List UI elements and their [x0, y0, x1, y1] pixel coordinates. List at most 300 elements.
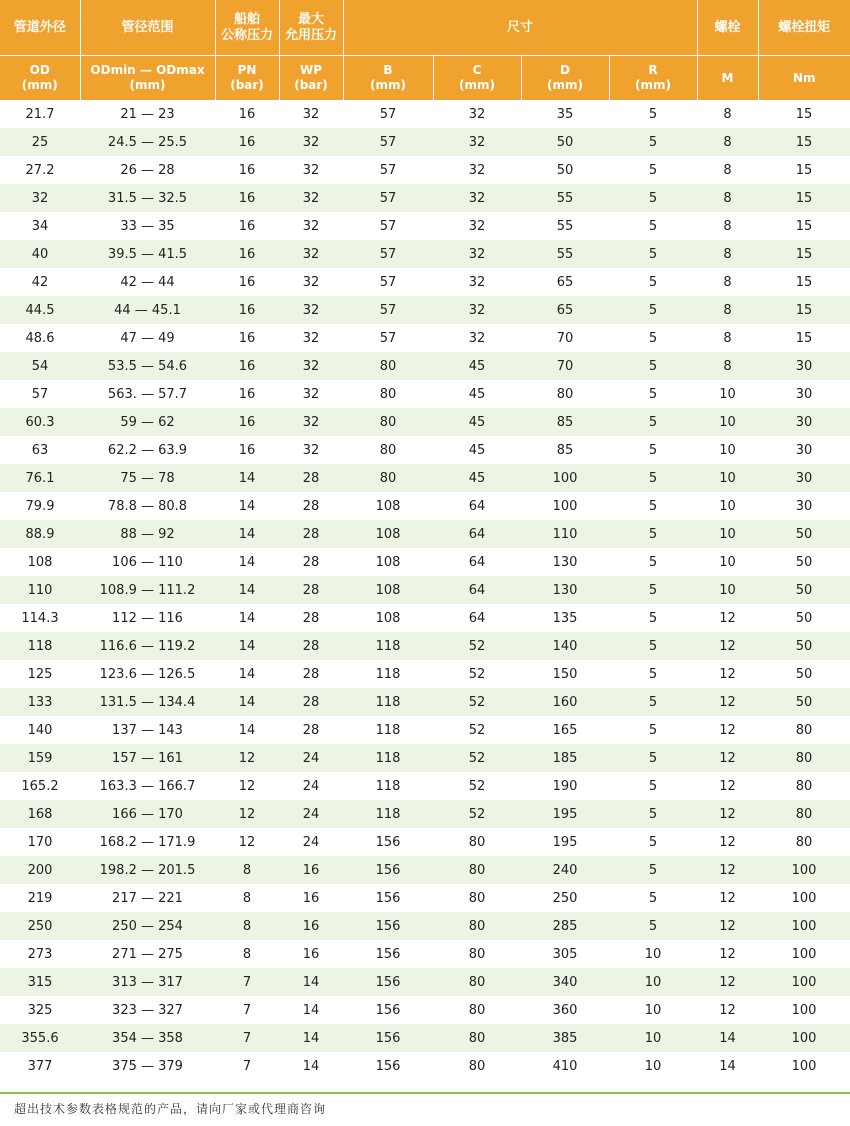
table-cell: 118 [343, 800, 433, 828]
table-cell: 16 [215, 100, 279, 128]
table-row [0, 772, 850, 800]
header-unit-cell [697, 56, 758, 101]
table-cell: 10 [609, 968, 697, 996]
table-cell: 8 [215, 884, 279, 912]
header-torque: 螺栓扭矩 [758, 0, 850, 56]
table-row [0, 492, 850, 520]
table-cell: 50 [758, 604, 850, 632]
table-cell: 5 [609, 268, 697, 296]
header-pn-line2: 公称压力 [220, 27, 273, 43]
table-cell: 32 [279, 240, 343, 268]
table-cell: 12 [697, 940, 758, 968]
table-cell: 168.2 — 171.9 [80, 828, 215, 856]
table-cell: 21.7 [0, 100, 80, 128]
table-cell: 12 [697, 716, 758, 744]
table-cell: 7 [215, 968, 279, 996]
table-cell: 12 [697, 744, 758, 772]
table-row [0, 352, 850, 380]
table-cell: 64 [433, 492, 521, 520]
table-cell: 16 [279, 940, 343, 968]
table-cell: 28 [279, 688, 343, 716]
table-row [0, 576, 850, 604]
table-cell: 32 [279, 324, 343, 352]
table-cell: 16 [215, 324, 279, 352]
table-cell: 14 [215, 716, 279, 744]
table-cell: 12 [697, 800, 758, 828]
table-cell: 32 [433, 184, 521, 212]
table-row [0, 128, 850, 156]
table-row [0, 604, 850, 632]
table-cell: 8 [697, 240, 758, 268]
table-cell: 45 [433, 408, 521, 436]
table-cell: 64 [433, 520, 521, 548]
table-cell: 108 [343, 576, 433, 604]
table-cell: 80 [758, 772, 850, 800]
header-unit-cell [215, 56, 279, 101]
table-cell: 156 [343, 912, 433, 940]
table-cell: 16 [215, 352, 279, 380]
table-cell: 14 [215, 632, 279, 660]
table-cell: 165.2 [0, 772, 80, 800]
table-cell: 14 [215, 520, 279, 548]
table-cell: 24 [279, 772, 343, 800]
table-cell: 170 [0, 828, 80, 856]
table-cell: 10 [697, 408, 758, 436]
table-cell: 33 — 35 [80, 212, 215, 240]
table-cell: 32 [433, 156, 521, 184]
table-row [0, 856, 850, 884]
table-cell: 21 — 23 [80, 100, 215, 128]
table-cell: 10 [609, 996, 697, 1024]
table-cell: 80 [343, 464, 433, 492]
table-cell: 31.5 — 32.5 [80, 184, 215, 212]
table-cell: 8 [215, 912, 279, 940]
table-cell: 70 [521, 352, 609, 380]
table-cell: 16 [215, 156, 279, 184]
table-cell: 100 [758, 1052, 850, 1080]
table-cell: 57 [0, 380, 80, 408]
table-cell: 28 [279, 632, 343, 660]
table-cell: 28 [279, 604, 343, 632]
header-unit-label: D [560, 63, 570, 77]
header-unit-label: R [648, 63, 658, 77]
table-cell: 57 [343, 240, 433, 268]
table-row [0, 688, 850, 716]
table-cell: 156 [343, 856, 433, 884]
table-cell: 12 [697, 968, 758, 996]
footer-divider [0, 1092, 850, 1094]
table-cell: 340 [521, 968, 609, 996]
table-row [0, 296, 850, 324]
table-cell: 80 [758, 828, 850, 856]
table-cell: 14 [215, 576, 279, 604]
table-cell: 50 [758, 548, 850, 576]
table-cell: 8 [697, 268, 758, 296]
table-cell: 112 — 116 [80, 604, 215, 632]
table-cell: 45 [433, 464, 521, 492]
table-row [0, 940, 850, 968]
table-cell: 157 — 161 [80, 744, 215, 772]
table-cell: 5 [609, 576, 697, 604]
header-unit-label: Nm [792, 70, 816, 85]
header-unit-suffix: (mm) [21, 78, 58, 92]
table-cell: 45 [433, 352, 521, 380]
table-cell: 10 [697, 436, 758, 464]
table-cell: 108 [343, 604, 433, 632]
table-cell: 80 [433, 884, 521, 912]
table-cell: 116.6 — 119.2 [80, 632, 215, 660]
table-cell: 135 [521, 604, 609, 632]
table-cell: 16 [215, 408, 279, 436]
table-cell: 190 [521, 772, 609, 800]
table-cell: 16 [215, 184, 279, 212]
table-cell: 166 — 170 [80, 800, 215, 828]
header-pn-line1: 船舶 [233, 11, 260, 27]
table-cell: 160 [521, 688, 609, 716]
table-cell: 10 [609, 1024, 697, 1052]
table-cell: 8 [697, 352, 758, 380]
table-cell: 156 [343, 1052, 433, 1080]
table-cell: 32 [433, 212, 521, 240]
table-cell: 27.2 [0, 156, 80, 184]
table-cell: 5 [609, 324, 697, 352]
table-cell: 50 [758, 688, 850, 716]
table-cell: 12 [215, 772, 279, 800]
header-unit-suffix: (mm) [370, 78, 406, 92]
table-cell: 15 [758, 156, 850, 184]
table-cell: 80 [758, 744, 850, 772]
table-cell: 30 [758, 436, 850, 464]
table-cell: 5 [609, 772, 697, 800]
table-cell: 5 [609, 212, 697, 240]
table-row [0, 744, 850, 772]
table-cell: 168 [0, 800, 80, 828]
table-cell: 16 [215, 240, 279, 268]
table-cell: 8 [215, 856, 279, 884]
table-cell: 52 [433, 688, 521, 716]
table-cell: 5 [609, 716, 697, 744]
table-cell: 118 [343, 632, 433, 660]
table-cell: 50 [758, 660, 850, 688]
table-cell: 16 [279, 856, 343, 884]
table-cell: 5 [609, 688, 697, 716]
table-cell: 85 [521, 408, 609, 436]
header-unit-cell [0, 56, 80, 101]
table-cell: 52 [433, 744, 521, 772]
table-cell: 14 [215, 604, 279, 632]
table-cell: 8 [697, 128, 758, 156]
table-cell: 10 [609, 940, 697, 968]
table-cell: 5 [609, 632, 697, 660]
table-cell: 28 [279, 548, 343, 576]
table-cell: 5 [609, 856, 697, 884]
table-cell: 30 [758, 380, 850, 408]
table-cell: 130 [521, 548, 609, 576]
table-row [0, 1024, 850, 1052]
table-cell: 12 [697, 688, 758, 716]
table-cell: 52 [433, 660, 521, 688]
table-cell: 140 [521, 632, 609, 660]
table-cell: 12 [697, 996, 758, 1024]
table-cell: 80 [433, 940, 521, 968]
table-cell: 80 [433, 1052, 521, 1080]
table-cell: 14 [697, 1052, 758, 1080]
table-cell: 140 [0, 716, 80, 744]
table-cell: 110 [521, 520, 609, 548]
table-cell: 5 [609, 912, 697, 940]
table-cell: 12 [215, 828, 279, 856]
table-row [0, 912, 850, 940]
table-cell: 108.9 — 111.2 [80, 576, 215, 604]
table-cell: 52 [433, 632, 521, 660]
table-cell: 14 [697, 1024, 758, 1052]
table-cell: 125 [0, 660, 80, 688]
table-cell: 15 [758, 240, 850, 268]
table-cell: 35 [521, 100, 609, 128]
table-cell: 273 [0, 940, 80, 968]
table-cell: 80 [433, 912, 521, 940]
table-cell: 50 [758, 576, 850, 604]
table-cell: 12 [697, 632, 758, 660]
footnote: 超出技术参数表格规范的产品，请向厂家或代理商咨询 [14, 1102, 327, 1116]
table-cell: 156 [343, 828, 433, 856]
table-cell: 80 [521, 380, 609, 408]
table-cell: 50 [521, 156, 609, 184]
header-unit-label: OD [29, 63, 50, 77]
table-cell: 150 [521, 660, 609, 688]
table-cell: 80 [343, 436, 433, 464]
table-cell: 14 [279, 968, 343, 996]
table-cell: 114.3 [0, 604, 80, 632]
table-cell: 200 [0, 856, 80, 884]
table-cell: 65 [521, 268, 609, 296]
table-cell: 48.6 [0, 324, 80, 352]
table-cell: 250 [0, 912, 80, 940]
table-cell: 32 [279, 128, 343, 156]
table-cell: 16 [215, 380, 279, 408]
table-cell: 57 [343, 324, 433, 352]
table-cell: 325 [0, 996, 80, 1024]
table-cell: 100 [758, 856, 850, 884]
header-dimensions: 尺寸 [343, 0, 697, 56]
table-cell: 52 [433, 716, 521, 744]
table-cell: 118 [0, 632, 80, 660]
table-cell: 80 [433, 1024, 521, 1052]
header-unit-cell [279, 56, 343, 101]
table-row [0, 212, 850, 240]
table-cell: 52 [433, 772, 521, 800]
table-cell: 64 [433, 604, 521, 632]
table-cell: 39.5 — 41.5 [80, 240, 215, 268]
table-cell: 70 [521, 324, 609, 352]
table-cell: 59 — 62 [80, 408, 215, 436]
header-unit-label: PN [237, 63, 257, 77]
table-cell: 62.2 — 63.9 [80, 436, 215, 464]
table-cell: 28 [279, 520, 343, 548]
table-cell: 16 [215, 296, 279, 324]
table-cell: 32 [279, 408, 343, 436]
table-cell: 32 [433, 268, 521, 296]
table-cell: 52 [433, 800, 521, 828]
table-cell: 10 [697, 380, 758, 408]
header-unit-suffix: (mm) [547, 78, 583, 92]
table-cell: 44.5 [0, 296, 80, 324]
table-cell: 34 [0, 212, 80, 240]
table-cell: 313 — 317 [80, 968, 215, 996]
table-cell: 24 [279, 800, 343, 828]
table-cell: 10 [609, 1052, 697, 1080]
table-cell: 305 [521, 940, 609, 968]
table-cell: 78.8 — 80.8 [80, 492, 215, 520]
header-unit-label: M [721, 70, 734, 85]
table-cell: 5 [609, 380, 697, 408]
table-cell: 195 [521, 800, 609, 828]
table-cell: 5 [609, 100, 697, 128]
table-cell: 15 [758, 324, 850, 352]
table-cell: 159 [0, 744, 80, 772]
table-cell: 14 [215, 548, 279, 576]
table-cell: 45 [433, 436, 521, 464]
table-cell: 57 [343, 184, 433, 212]
table-cell: 57 [343, 296, 433, 324]
table-cell: 32 [279, 184, 343, 212]
table-cell: 8 [697, 212, 758, 240]
table-cell: 80 [433, 968, 521, 996]
table-cell: 14 [279, 996, 343, 1024]
table-cell: 57 [343, 212, 433, 240]
table-cell: 108 [343, 548, 433, 576]
table-row [0, 268, 850, 296]
table-cell: 32 [279, 296, 343, 324]
table-cell: 285 [521, 912, 609, 940]
header-unit-cell [80, 56, 215, 101]
table-cell: 108 [343, 492, 433, 520]
table-cell: 26 — 28 [80, 156, 215, 184]
table-cell: 16 [279, 884, 343, 912]
table-row [0, 548, 850, 576]
header-unit-label: B [383, 63, 393, 77]
table-cell: 30 [758, 352, 850, 380]
table-cell: 14 [215, 464, 279, 492]
table-row [0, 520, 850, 548]
header-unit-label: WP [299, 63, 323, 77]
table-cell: 240 [521, 856, 609, 884]
table-cell: 30 [758, 408, 850, 436]
table-cell: 217 — 221 [80, 884, 215, 912]
table-cell: 163.3 — 166.7 [80, 772, 215, 800]
table-cell: 64 [433, 576, 521, 604]
table-cell: 50 [758, 632, 850, 660]
table-cell: 156 [343, 884, 433, 912]
table-cell: 14 [215, 492, 279, 520]
header-unit-cell [521, 56, 609, 101]
table-cell: 118 [343, 688, 433, 716]
table-cell: 32 [433, 240, 521, 268]
table-cell: 100 [521, 464, 609, 492]
table-cell: 40 [0, 240, 80, 268]
table-cell: 5 [609, 660, 697, 688]
table-body [0, 100, 850, 1080]
table-cell: 5 [609, 828, 697, 856]
table-cell: 32 [0, 184, 80, 212]
table-cell: 130 [521, 576, 609, 604]
table-cell: 10 [697, 492, 758, 520]
table-cell: 42 — 44 [80, 268, 215, 296]
table-cell: 12 [697, 912, 758, 940]
table-cell: 118 [343, 772, 433, 800]
table-cell: 5 [609, 884, 697, 912]
header-unit-cell [343, 56, 433, 101]
table-cell: 12 [697, 828, 758, 856]
table-cell: 30 [758, 492, 850, 520]
table-cell: 80 [433, 996, 521, 1024]
table-cell: 28 [279, 492, 343, 520]
table-cell: 156 [343, 968, 433, 996]
table-cell: 10 [697, 520, 758, 548]
header-row-units [0, 56, 850, 101]
table-cell: 156 [343, 1024, 433, 1052]
table-cell: 55 [521, 184, 609, 212]
table-cell: 16 [279, 912, 343, 940]
table-cell: 133 [0, 688, 80, 716]
table-cell: 57 [343, 128, 433, 156]
header-unit-suffix: (mm) [635, 78, 671, 92]
table-cell: 10 [697, 548, 758, 576]
table-cell: 15 [758, 100, 850, 128]
table-cell: 185 [521, 744, 609, 772]
table-cell: 28 [279, 464, 343, 492]
table-row [0, 436, 850, 464]
header-wp-line2: 允用压力 [284, 27, 337, 43]
table-cell: 10 [697, 464, 758, 492]
table-cell: 198.2 — 201.5 [80, 856, 215, 884]
table-cell: 24 [279, 828, 343, 856]
table-cell: 32 [279, 436, 343, 464]
table-cell: 32 [433, 128, 521, 156]
table-cell: 32 [279, 268, 343, 296]
header-unit-suffix: (mm) [129, 78, 166, 92]
table-cell: 271 — 275 [80, 940, 215, 968]
table-cell: 156 [343, 940, 433, 968]
table-cell: 12 [697, 884, 758, 912]
table-cell: 85 [521, 436, 609, 464]
table-cell: 47 — 49 [80, 324, 215, 352]
table-cell: 50 [521, 128, 609, 156]
table-row [0, 100, 850, 128]
table-cell: 5 [609, 604, 697, 632]
table-cell: 100 [758, 884, 850, 912]
table-cell: 15 [758, 296, 850, 324]
table-cell: 5 [609, 492, 697, 520]
table-cell: 5 [609, 352, 697, 380]
table-cell: 7 [215, 996, 279, 1024]
table-row [0, 996, 850, 1024]
table-cell: 28 [279, 660, 343, 688]
table-cell: 32 [433, 296, 521, 324]
table-cell: 5 [609, 464, 697, 492]
table-cell: 45 [433, 380, 521, 408]
table-cell: 165 [521, 716, 609, 744]
table-cell: 14 [279, 1024, 343, 1052]
table-cell: 15 [758, 268, 850, 296]
table-cell: 24 [279, 744, 343, 772]
table-cell: 110 [0, 576, 80, 604]
table-cell: 32 [279, 352, 343, 380]
table-cell: 12 [697, 660, 758, 688]
table-cell: 57 [343, 156, 433, 184]
table-cell: 57 [343, 268, 433, 296]
table-cell: 8 [697, 100, 758, 128]
